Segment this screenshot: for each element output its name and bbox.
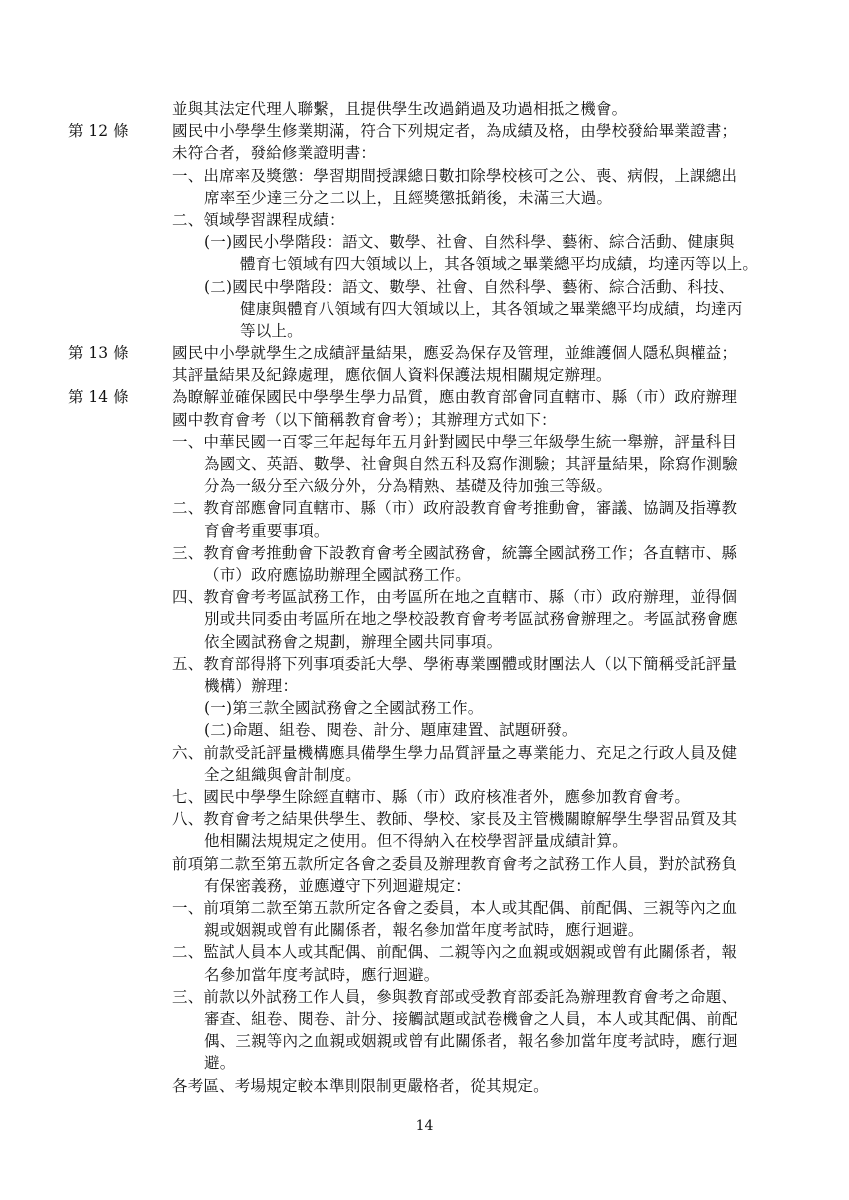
text-line: 一、中華民國一百零三年起每年五月針對國民中學三年級學生統一舉辦，評量科目 [172, 433, 738, 451]
text-line: 三、前款以外試務工作人員，參與教育部或受教育部委託為辦理教育會考之命題、 [172, 988, 738, 1006]
text-line: 其評量結果及紀錄處理，應依個人資料保護法規相關規定辦理。 [172, 366, 612, 384]
text-line: 各考區、考場規定較本準則限制更嚴格者，從其規定。 [172, 1077, 549, 1095]
text-line: （市）政府應協助辦理全國試務工作。 [204, 566, 471, 584]
text-line: 四、教育會考考區試務工作，由考區所在地之直轄市、縣（市）政府辦理，並得個 [172, 588, 738, 606]
text-line: 五、教育部得將下列事項委託大學、學術專業團體或財團法人（以下簡稱受託評量 [172, 655, 738, 673]
text-line: (一)第三款全國試務會之全國試務工作。 [204, 699, 484, 717]
text-line: 八、教育會考之結果供學生、教師、學校、家長及主管機關瞭解學生學習品質及其 [172, 810, 738, 828]
text-line: 一、出席率及獎懲：學習期間授課總日數扣除學校核可之公、喪、病假，上課總出 [172, 167, 738, 185]
text-line: 名參加當年度考試時，應行迴避。 [204, 966, 440, 984]
text-line: 全之組織與會計制度。 [204, 766, 362, 784]
text-line: 三、教育會考推動會下設教育會考全國試務會，統籌全國試務工作；各直轄市、縣 [172, 544, 738, 562]
text-line: 他相關法規規定之使用。但不得納入在校學習評量成績計算。 [204, 832, 628, 850]
text-line: 國中教育會考（以下簡稱教育會考）；其辦理方式如下： [172, 411, 557, 429]
text-line: 並與其法定代理人聯繫，且提供學生改過銷過及功過相抵之機會。 [172, 100, 628, 118]
text-line: 體育七領域有四大領域以上，其各領域之畢業總平均成績，均達丙等以上。 [240, 255, 759, 273]
text-line: 七、國民中學學生除經直轄市、縣（市）政府核准者外，應參加教育會考。 [172, 788, 691, 806]
text-line: 審查、組卷、閱卷、計分、接觸試題或試卷機會之人員，本人或其配偶、前配 [204, 1010, 738, 1028]
text-line: (二)國民中學階段：語文、數學、社會、自然科學、藝術、綜合活動、科技、 [204, 278, 735, 296]
text-line: 前項第二款至第五款所定各會之委員及辦理教育會考之試務工作人員，對於試務負 [172, 855, 738, 873]
text-line: 為國文、英語、數學、社會與自然五科及寫作測驗；其評量結果，除寫作測驗 [204, 455, 738, 473]
text-line: 六、前款受託評量機構應具備學生學力品質評量之專業能力、充足之行政人員及健 [172, 744, 738, 762]
text-line: 國民中小學就學生之成績評量結果，應妥為保存及管理，並維護個人隱私與權益； [172, 344, 738, 362]
text-line: 別或共同委由考區所在地之學校設教育會考考區試務會辦理之。考區試務會應 [204, 610, 738, 628]
article-label-12: 第 12 條 [68, 122, 129, 140]
page-number: 14 [415, 1118, 434, 1134]
text-line: 親或姻親或曾有此關係者，報名參加當年度考試時，應行迴避。 [204, 921, 644, 939]
text-line: 二、領域學習課程成績： [172, 211, 345, 229]
text-line: (二)命題、組卷、閱卷、計分、題庫建置、試題研發。 [204, 721, 578, 739]
text-line: 二、監試人員本人或其配偶、前配偶、二親等內之血親或姻親或曾有此關係者，報 [172, 943, 738, 961]
text-line: 有保密義務，並應遵守下列迴避規定： [204, 877, 471, 895]
text-line: 二、教育部應會同直轄市、縣（市）政府設教育會考推動會，審議、協調及指導教 [172, 499, 738, 517]
article-label-13: 第 13 條 [68, 344, 129, 362]
text-line: 避。 [204, 1054, 236, 1072]
text-line: 分為一級分至六級分外，分為精熟、基礎及待加強三等級。 [204, 477, 613, 495]
text-line: 等以上。 [240, 322, 303, 340]
text-line: 國民中小學學生修業期滿，符合下列規定者，為成績及格，由學校發給畢業證書； [172, 122, 738, 140]
text-line: 育會考重要事項。 [204, 522, 330, 540]
text-line: 為瞭解並確保國民中學學生學力品質，應由教育部會同直轄市、縣（市）政府辦理 [172, 388, 738, 406]
article-label-14: 第 14 條 [68, 388, 129, 406]
text-line: 依全國試務會之規劃，辦理全國共同事項。 [204, 633, 503, 651]
text-line: 一、前項第二款至第五款所定各會之委員，本人或其配偶、前配偶、三親等內之血 [172, 899, 738, 917]
text-line: 席率至少達三分之二以上，且經獎懲抵銷後，未滿三大過。 [204, 189, 613, 207]
text-line: 健康與體育八領域有四大領域以上，其各領域之畢業總平均成績，均達丙 [240, 300, 743, 318]
text-line: 偶、三親等內之血親或姻親或曾有此關係者，報名參加當年度考試時，應行迴 [204, 1032, 738, 1050]
text-line: 未符合者，發給修業證明書： [172, 144, 377, 162]
text-line: (一)國民小學階段：語文、數學、社會、自然科學、藝術、綜合活動、健康與 [204, 233, 735, 251]
text-line: 機構）辦理： [204, 677, 299, 695]
